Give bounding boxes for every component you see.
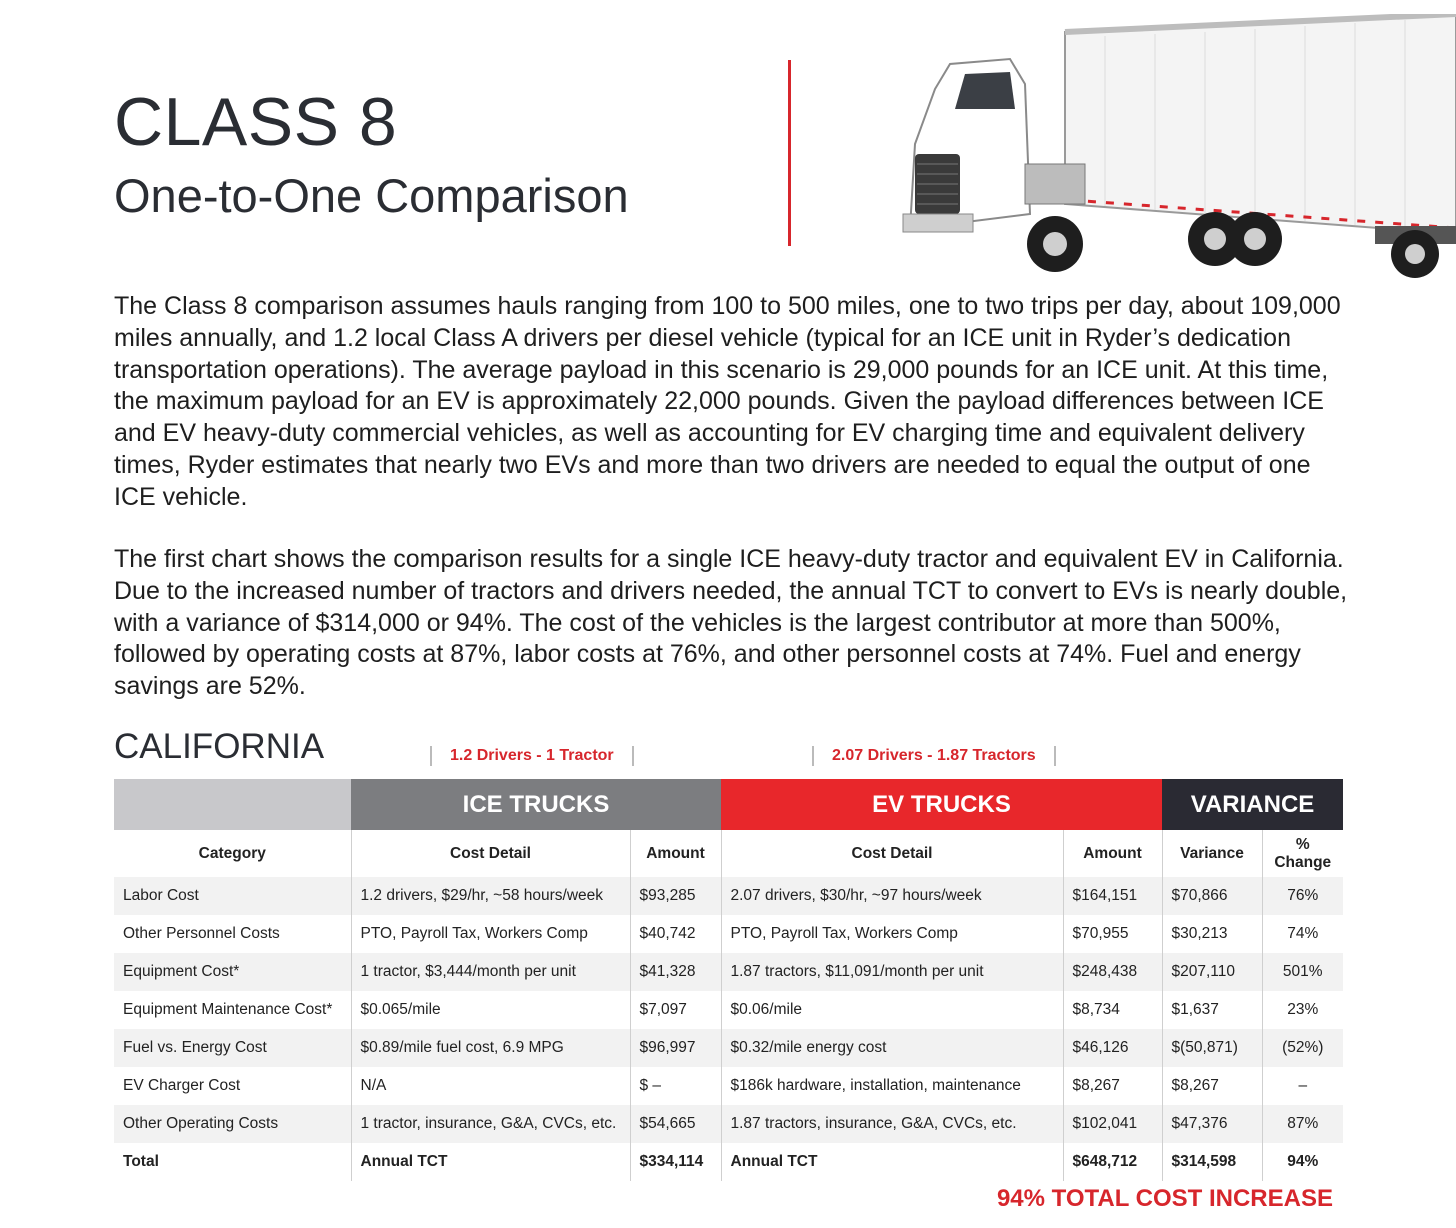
cell-pct-change: 23% (1262, 991, 1343, 1029)
cell-ev-detail: 2.07 drivers, $30/hr, ~97 hours/week (721, 877, 1063, 915)
cell-ev-detail: $0.06/mile (721, 991, 1063, 1029)
cell-ev-amount: $8,734 (1063, 991, 1162, 1029)
ice-config-text: 1.2 Drivers - 1 Tractor (450, 747, 614, 764)
cell-ev-detail: PTO, Payroll Tax, Workers Comp (721, 915, 1063, 953)
cell-ev-detail: 1.87 tractors, $11,091/month per unit (721, 953, 1063, 991)
cell-variance: $8,267 (1162, 1067, 1262, 1105)
total-ev-amount: $648,712 (1063, 1143, 1162, 1181)
cell-ice-amount: $41,328 (630, 953, 721, 991)
cell-ev-detail: $186k hardware, installation, maintenance (721, 1067, 1063, 1105)
cell-category: EV Charger Cost (114, 1067, 351, 1105)
cell-ice-detail: 1 tractor, $3,444/month per unit (351, 953, 630, 991)
table-row (114, 877, 1343, 915)
total-ice-detail: Annual TCT (351, 1143, 630, 1181)
table-row (114, 953, 1343, 991)
cell-ev-amount: $46,126 (1063, 1029, 1162, 1067)
cell-category: Labor Cost (114, 877, 351, 915)
region-heading: CALIFORNIA (114, 727, 325, 766)
group-header-blank (114, 779, 351, 830)
cell-variance: $47,376 (1162, 1105, 1262, 1143)
total-label: Total (114, 1143, 351, 1181)
results-paragraph: The first chart shows the comparison results for a single ICE heavy-duty tractor and equivalent EV in California. Due to the increased number of tractors and drivers needed, the annual TCT to convert to EVs is nearly double, with a variance of $314,000 or 94%. The cost of the vehicles is the largest contributor at more than 500%, followed by operating costs at 87%, labor costs at 76%, and other personnel costs at 74%. Fuel and energy savings are 52%. (114, 545, 1348, 701)
cell-category: Other Operating Costs (114, 1105, 351, 1143)
cell-ice-detail: $0.065/mile (351, 991, 630, 1029)
cell-ice-detail: 1 tractor, insurance, G&A, CVCs, etc. (351, 1105, 630, 1143)
cell-ev-amount: $8,267 (1063, 1067, 1162, 1105)
cell-ice-amount: $ – (630, 1067, 721, 1105)
cell-pct-change: – (1262, 1067, 1343, 1105)
cell-ev-amount: $164,151 (1063, 877, 1162, 915)
col-header-category: Category (198, 844, 266, 862)
cell-pct-change: (52%) (1262, 1029, 1343, 1067)
cell-ev-amount: $248,438 (1063, 953, 1162, 991)
cell-ev-amount: $70,955 (1063, 915, 1162, 953)
cell-ice-detail: PTO, Payroll Tax, Workers Comp (351, 915, 630, 953)
cell-ice-detail: 1.2 drivers, $29/hr, ~58 hours/week (351, 877, 630, 915)
group-header-ice: ICE TRUCKS (351, 779, 721, 830)
cell-ice-detail: N/A (351, 1067, 630, 1105)
group-header-row (114, 779, 1343, 830)
col-header-ice-amount: Amount (630, 830, 721, 877)
cell-pct-change: 74% (1262, 915, 1343, 953)
total-ice-amount: $334,114 (630, 1143, 721, 1181)
cell-category: Equipment Cost* (114, 953, 351, 991)
cell-ice-amount: $54,665 (630, 1105, 721, 1143)
total-ev-detail: Annual TCT (721, 1143, 1063, 1181)
table-row (114, 1105, 1343, 1143)
cell-pct-change: 87% (1262, 1105, 1343, 1143)
total-cost-increase-callout: 94% TOTAL COST INCREASE (996, 1185, 1333, 1212)
cell-ice-detail: $0.89/mile fuel cost, 6.9 MPG (351, 1029, 630, 1067)
truck-illustration (895, 14, 1456, 282)
ice-config-label (430, 746, 634, 766)
cell-pct-change: 76% (1262, 877, 1343, 915)
cell-variance: $30,213 (1162, 915, 1262, 953)
comparison-table (114, 779, 1343, 1181)
total-row (114, 1143, 1343, 1181)
cell-category: Equipment Maintenance Cost* (114, 991, 351, 1029)
group-header-variance: VARIANCE (1162, 779, 1343, 830)
table-row (114, 915, 1343, 953)
col-header-variance: Variance (1162, 830, 1262, 877)
cell-category: Fuel vs. Energy Cost (114, 1029, 351, 1067)
intro-paragraph: The Class 8 comparison assumes hauls ranging from 100 to 500 miles, one to two trips per day, about 109,000 miles annually, and 1.2 local Class A drivers per diesel vehicle (typical for an ICE unit in Ryder’s dedication transportation operations). The average payload in this scenario is 29,000 pounds for an ICE unit. At this time, the maximum payload for an EV is approximately 22,000 pounds. Given the payload differences between ICE and EV heavy-duty commercial vehicles, as well as accounting for EV charging time and equivalent delivery times, Ryder estimates that nearly two EVs and more than two drivers are needed to equal the output of one ICE vehicle. (114, 292, 1341, 511)
col-header-ev-amount: Amount (1063, 830, 1162, 877)
cell-ice-amount: $96,997 (630, 1029, 721, 1067)
header-divider (788, 60, 791, 246)
cell-ice-amount: $7,097 (630, 991, 721, 1029)
total-variance: $314,598 (1162, 1143, 1262, 1181)
ev-config-label (812, 746, 1056, 766)
cell-ev-detail: $0.32/mile energy cost (721, 1029, 1063, 1067)
cell-pct-change: 501% (1262, 953, 1343, 991)
page-subtitle: One-to-One Comparison (114, 169, 629, 222)
table-row (114, 1029, 1343, 1067)
cell-ev-amount: $102,041 (1063, 1105, 1162, 1143)
page-title: CLASS 8 (114, 84, 398, 160)
group-header-ev: EV TRUCKS (721, 779, 1162, 830)
table-row (114, 1067, 1343, 1105)
cell-ice-amount: $40,742 (630, 915, 721, 953)
total-pct-change: 94% (1262, 1143, 1343, 1181)
table-row (114, 991, 1343, 1029)
column-header-row (114, 830, 1343, 877)
table-body (114, 877, 1343, 1181)
col-header-pct-change: % Change (1262, 830, 1343, 877)
cell-variance: $70,866 (1162, 877, 1262, 915)
col-header-ice-detail: Cost Detail (351, 830, 630, 877)
col-header-ev-detail: Cost Detail (721, 830, 1063, 877)
cell-variance: $207,110 (1162, 953, 1262, 991)
cell-variance: $1,637 (1162, 991, 1262, 1029)
cell-ice-amount: $93,285 (630, 877, 721, 915)
cost-table (114, 830, 1343, 1181)
cell-ev-detail: 1.87 tractors, insurance, G&A, CVCs, etc. (721, 1105, 1063, 1143)
cell-category: Other Personnel Costs (114, 915, 351, 953)
cell-variance: $(50,871) (1162, 1029, 1262, 1067)
ev-config-text: 2.07 Drivers - 1.87 Tractors (832, 747, 1036, 764)
